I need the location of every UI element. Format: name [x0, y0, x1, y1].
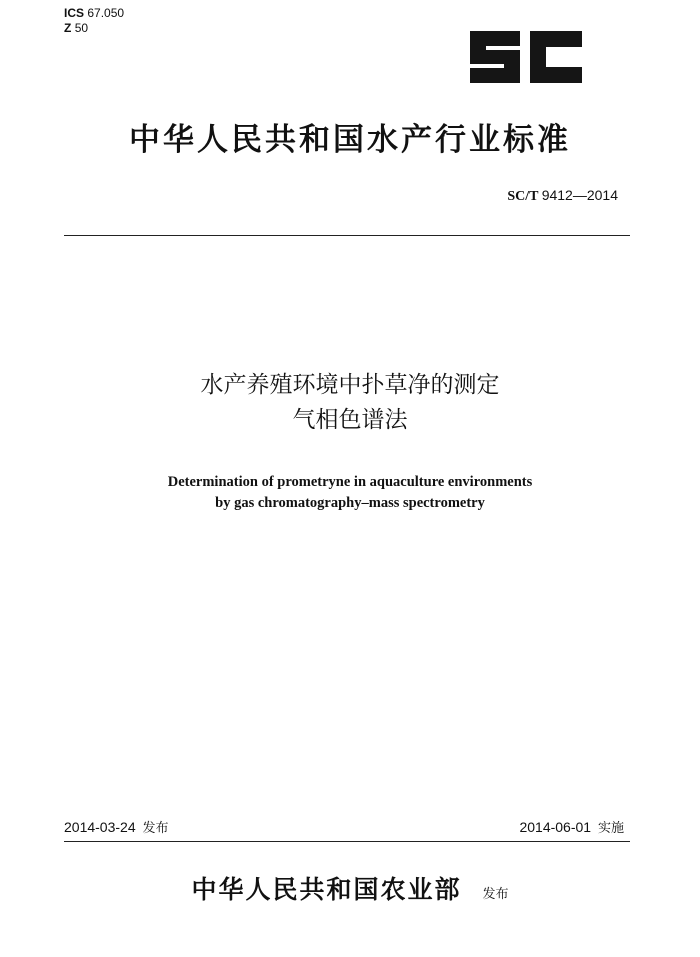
issuer-suffix: 发布 [482, 887, 509, 902]
class-value: 50 [74, 21, 89, 35]
title-chinese [60, 368, 640, 438]
class-code [64, 21, 124, 36]
top-divider [64, 235, 630, 236]
effective-date-label: 实施 [597, 821, 624, 836]
class-label: Z [64, 21, 72, 35]
issuer [0, 870, 700, 906]
org-title: 中华人民共和国水产行业标准 [129, 122, 571, 158]
title-english [40, 472, 660, 514]
ics-value: 67.050 [87, 6, 125, 20]
effective-date-value: 2014-06-01 [519, 819, 592, 835]
ics-label: ICS [64, 6, 85, 20]
issue-date-value: 2014-03-24 [64, 819, 136, 835]
issue-date-label: 发布 [142, 821, 169, 836]
ics-block [64, 6, 124, 36]
title-en-line-2: by gas chromatography–mass spectrometry [215, 495, 485, 511]
standard-code: 9412—2014 [541, 187, 618, 203]
title-en-line-1: Determination of prometryne in aquaculture environments [167, 474, 533, 490]
standard-number [507, 187, 618, 205]
effective-date [519, 817, 624, 836]
sc-logo [470, 31, 582, 83]
standard-prefix: SC/T [507, 189, 539, 204]
bottom-divider [64, 841, 630, 842]
title-cn-line-2: 气相色谱法 [292, 407, 408, 433]
issue-date [64, 817, 169, 836]
title-cn-line-1: 水产养殖环境中扑草净的测定 [200, 372, 500, 398]
issuer-name: 中华人民共和国农业部 [191, 875, 462, 904]
ics-code [64, 6, 124, 21]
